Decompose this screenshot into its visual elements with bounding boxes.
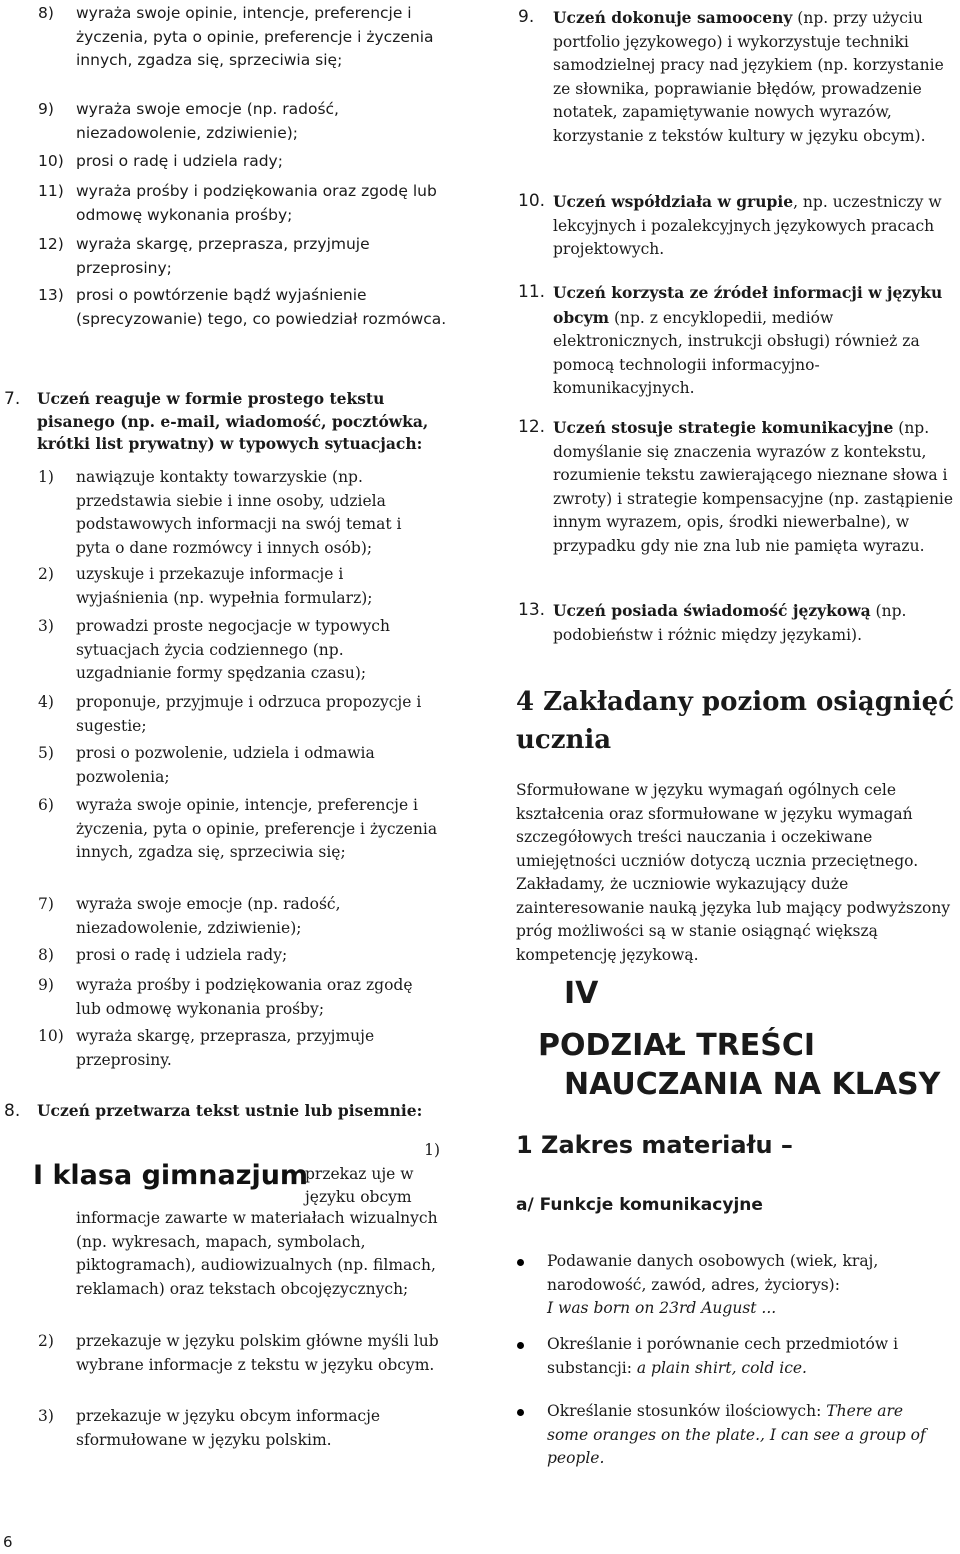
item-bold-text: Uczeń współdziała w grupie [553, 192, 794, 211]
item-number: 2) [38, 1332, 54, 1350]
item-bold-text: Uczeń korzysta ze źródeł informacji w języku obcym [553, 283, 943, 327]
item-text: wyraża prośby i podziękowania oraz zgodę lub odmowę wykonania prośby; [76, 976, 413, 1018]
numbered-item [518, 190, 953, 262]
item-number: 11. [518, 282, 546, 302]
section-heading [4, 388, 437, 456]
item-text: prosi o radę i udziela rady; [76, 946, 288, 964]
bullet-example: There are some oranges on the plate., I can see a group of people. [547, 1402, 926, 1467]
item-number: 3) [38, 617, 54, 635]
item-number: 10) [38, 1027, 64, 1045]
class-label: I klasa gimnazjum [33, 1160, 309, 1191]
item-text: przekazuje w języku polskim główne myśli lub wybrane informacje z tekstu w języku obcym. [76, 1332, 439, 1374]
section-number: 8. [4, 1101, 21, 1121]
item-number: 13. [518, 600, 546, 620]
section-number: 7. [4, 389, 21, 409]
bullet-dot [517, 1409, 524, 1416]
item-number: 10. [518, 191, 546, 211]
bullet-dot [517, 1259, 524, 1266]
item-number: 13) [38, 286, 64, 304]
page-number: 6 [3, 1533, 13, 1551]
bullet-item [547, 1250, 947, 1321]
item-number: 7) [38, 895, 54, 913]
item-number: 6) [38, 796, 54, 814]
item-text: uzyskuje i przekazuje informacje i wyjaśnienia (np. wypełnia formularz); [76, 565, 373, 607]
numbered-item [518, 281, 958, 401]
item-text: prowadzi proste negocjacje w typowych sytuacjach życia codziennego (np. uzgadnianie formy spędzania czasu); [76, 617, 390, 682]
item-text: prosi o radę i udziela rady; [76, 152, 283, 170]
item-number: 2) [38, 565, 54, 583]
item-text: wyraża swoje opinie, intencje, preferencje i życzenia, pyta o opinie, preferencje i życzenia innych, zgadza się, sprzeciwia się; [76, 796, 438, 861]
chapter-title-line1: PODZIAŁ TREŚCI [538, 1028, 816, 1063]
section-body: Sformułowane w języku wymagań ogólnych cele kształcenia oraz sformułowane w języku wymagań szczegółowych treści nauczania i oczekiwane umiejętności uczniów dotyczą ucznia przeciętnego. Zakładamy, że uczniowie wykazujący duże zainteresowanie nauką języka lub mający podwyższony próg możliwości są w stanie osiągnąć większą kompetencję językową. [516, 781, 951, 964]
item-text: przekaz uje w języku obcym [305, 1164, 414, 1206]
item-text: prosi o pozwolenie, udziela i odmawia pozwolenia; [76, 744, 375, 786]
bullet-item [547, 1400, 932, 1471]
item-text: (np. podobieństw i różnic między językami). [553, 602, 907, 644]
item-text: wyraża swoje emocje (np. radość, niezadowolenie, zdziwienie); [76, 895, 341, 937]
numbered-item [518, 599, 958, 647]
item-number: 1) [424, 1141, 440, 1159]
item-number: 8) [38, 4, 54, 22]
numbered-item [518, 416, 958, 558]
item-text: (np. z encyklopedii, mediów elektronicznych, instrukcji obsługi) również za pomocą technologii informacyjno-komunikacyjnych. [553, 308, 920, 397]
chapter-title-line2: NAUCZANIA NA KLASY [564, 1067, 941, 1102]
item-number: 1) [38, 468, 54, 486]
list-item-head [305, 1139, 440, 1210]
item-number: 5) [38, 744, 54, 762]
bullet-dot [517, 1342, 524, 1349]
section-title: 4 Zakładany poziom osiągnięć ucznia [516, 687, 955, 755]
item-number: 4) [38, 693, 54, 711]
bullet-example: I was born on 23rd August ... [547, 1299, 777, 1317]
numbered-item [518, 6, 958, 148]
item-text: , np. uczestniczy w lekcyjnych i pozalekcyjnych językowych pracach projektowych. [553, 193, 942, 258]
item-text: przekazuje w języku obcym informacje sformułowane w języku polskim. [76, 1407, 381, 1449]
item-text: nawiązuje kontakty towarzyskie (np. przedstawia siebie i inne osoby, udziela podstawowych informacji na swój temat i pyta o dane rozmówcy i innych osób); [76, 468, 402, 557]
item-text: (np. przy użyciu portfolio językowego) i wykorzystuje techniki samodzielnej pracy nad językiem (np. korzystanie ze słownika, poprawianie błędów, prowadzenie notatek, zapamiętywanie nowych wyrazów, korzystanie z tekstów kultury w języku obcym). [553, 9, 944, 145]
bullet-example: a plain shirt, cold ice. [636, 1358, 807, 1377]
subsection-title: 1 Zakres materiału – [516, 1131, 793, 1159]
item-number: 11) [38, 182, 64, 200]
item-text: wyraża prośby i podziękowania oraz zgodę lub odmowę wykonania prośby; [76, 182, 437, 224]
item-number: 10) [38, 152, 64, 170]
item-bold-text: Uczeń dokonuje samooceny [553, 8, 793, 27]
item-text: proponuje, przyjmuje i odrzuca propozycje i sugestie; [76, 693, 422, 735]
item-number: 12) [38, 235, 64, 253]
item-number: 3) [38, 1407, 54, 1425]
section-heading-text: Uczeń reaguje w formie prostego tekstu pisanego (np. e-mail, wiadomość, pocztówka, krótki list prywatny) w typowych sytuacjach: [37, 389, 429, 453]
item-text: prosi o powtórzenie bądź wyjaśnienie (sprecyzowanie) tego, co powiedział rozmówca. [76, 286, 447, 328]
chapter-roman: IV [564, 976, 599, 1011]
item-bold-text: Uczeń posiada świadomość językową [553, 601, 871, 620]
item-text: (np. domyślanie się znaczenia wyrazów z kontekstu, rozumienie tekstu zawierającego nieznane słowa i zwroty) i strategie kompensacyjne (np. zastąpienie innym wyrazem, opis, środki niewerbalne), w przypadku gdy nie zna lub nie pamięta wyrazu. [553, 419, 954, 555]
item-text: wyraża swoje emocje (np. radość, niezadowolenie, zdziwienie); [76, 100, 339, 142]
bullet-text: Określanie stosunków ilościowych: [547, 1402, 822, 1420]
item-number: 12. [518, 417, 546, 437]
item-bold-text: Uczeń stosuje strategie komunikacyjne [553, 418, 894, 437]
bullet-item [547, 1333, 947, 1380]
section-heading [4, 1100, 457, 1123]
section-heading-text: Uczeń przetwarza tekst ustnie lub pisemnie: [37, 1101, 423, 1120]
subsection-heading: a/ Funkcje komunikacyjne [516, 1195, 763, 1215]
item-number: 9. [518, 7, 535, 27]
item-number: 9) [38, 976, 54, 994]
item-number: 9) [38, 100, 54, 118]
item-number: 8) [38, 946, 54, 964]
bullet-text: Określanie i porównanie cech przedmiotów i substancji: [547, 1335, 899, 1377]
item-text: wyraża skargę, przeprasza, przyjmuje przeprosiny. [76, 1027, 375, 1069]
item-text: wyraża skargę, przeprasza, przyjmuje przeprosiny; [76, 235, 370, 277]
bullet-text: Podawanie danych osobowych (wiek, kraj, narodowość, zawód, adres, życiorys): [547, 1252, 879, 1294]
item-text: wyraża swoje opinie, intencje, preferencje i życzenia, pyta o opinie, preferencje i życzenia innych, zgadza się, sprzeciwia się; [76, 4, 434, 69]
list-item-continued: informacje zawarte w materiałach wizualnych (np. wykresach, mapach, symbolach, piktogramach), audiowizualnych (np. filmach, reklamach) oraz tekstach obcojęzycznych; [76, 1209, 438, 1298]
